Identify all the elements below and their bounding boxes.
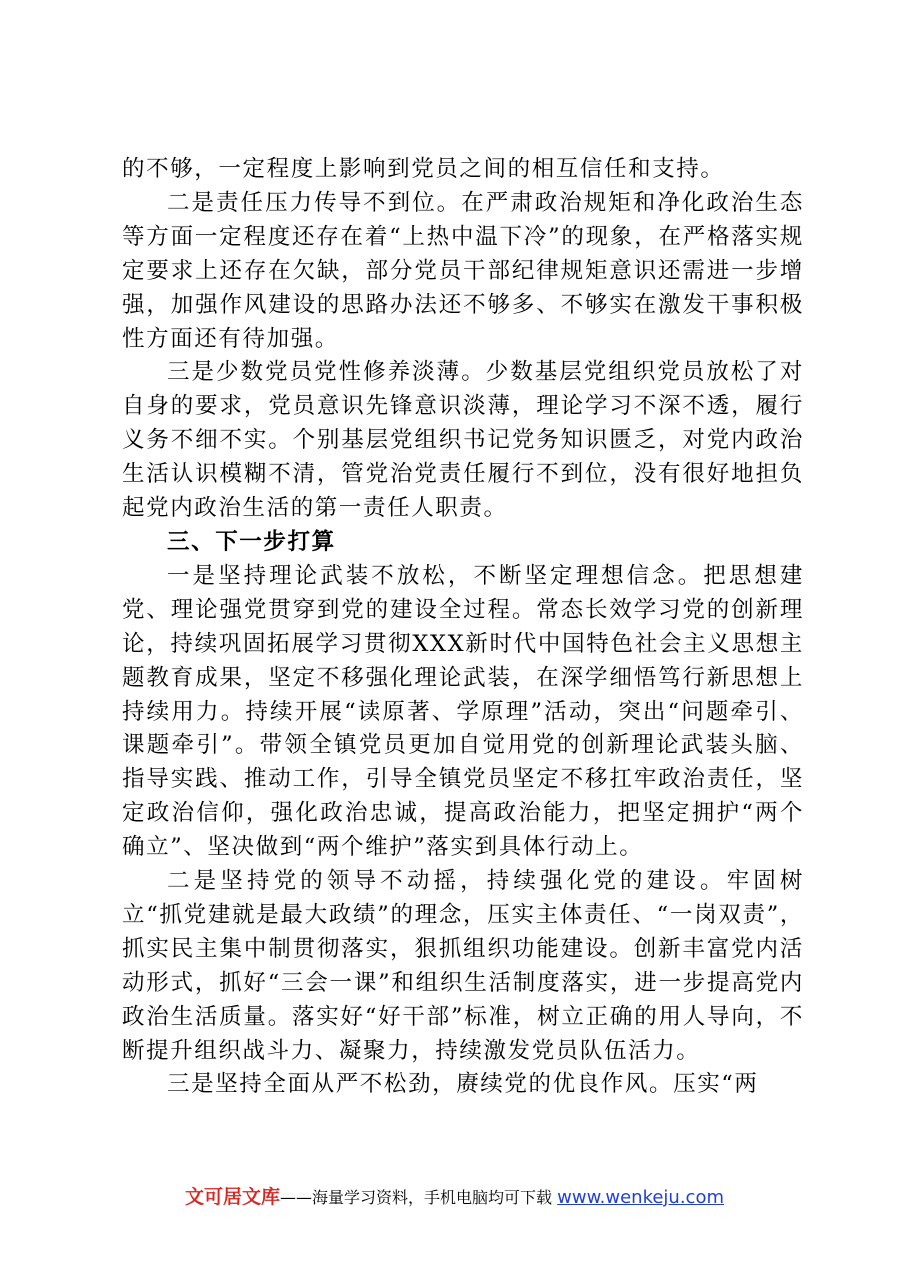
paragraph-party-spirit: 三是少数党员党性修养淡薄。少数基层党组织党员放松了对自身的要求，党员意识先锋意识淡薄，理论学习不深不透，履行义务不细不实。个别基层党组织书记党务知识匮乏，对党内政治生活认识模糊不清，管党治党责任履行不到位，没有很好地担负起党内政治生活的第一责任人职责。 xyxy=(122,359,804,522)
paragraph-leadership: 二是坚持党的领导不动摇，持续强化党的建设。牢固树立“抓党建就是最大政绩”的理念，压实主体责任、“一岗双责”，抓实民主集中制贯彻落实，狠抓组织功能建设。创新丰富党内活动形式，抓好“三会一课”和组织生活制度落实，进一步提高党内政治生活质量。落实好“好干部”标准，树立正确的用人导向，不断提升组织战斗力、凝聚力，持续激发党员队伍活力。 xyxy=(122,868,804,1064)
paragraph-continued: 的不够，一定程度上影响到党员之间的相互信任和支持。 xyxy=(122,156,725,182)
section-heading: 三、下一步打算 xyxy=(167,528,336,555)
paragraph-responsibility: 二是责任压力传导不到位。在严肃政治规矩和净化政治生态等方面一定程度还存在着“上热中温下冷”的现象，在严格落实规定要求上还存在欠缺，部分党员干部纪律规矩意识还需进一步增强，加强作风建设的思路办法还不够多、不够实在激发干事积极性方面还有待加强。 xyxy=(122,189,804,352)
document-body xyxy=(122,153,804,1102)
paragraph-strictness: 三是坚持全面从严不松劲，赓续党的优良作风。压实“两 xyxy=(167,1071,759,1098)
footer-slogan: ——海量学习资料，手机电脑均可下载 xyxy=(280,1188,553,1207)
paragraph-theory: 一是坚持理论武装不放松，不断坚定理想信念。把思想建党、理论强党贯穿到党的建设全过程。常态长效学习党的创新理论，持续巩固拓展学习贯彻XXX新时代中国特色社会主义思想主题教育成果，坚定不移强化理论武装，在深学细悟笃行新思想上持续用力。持续开展“读原著、学原理”活动，突出“问题牵引、课题牵引”。带领全镇党员更加自觉用党的创新理论武装头脑、指导实践、推动工作，引导全镇党员坚定不移扛牢政治责任，坚定政治信仰，强化政治忠诚，提高政治能力，把坚定拥护“两个确立”、坚决做到“两个维护”落实到具体行动上。 xyxy=(122,562,804,861)
footer-website-link[interactable]: www.wenkeju.com xyxy=(557,1187,724,1208)
footer-banner xyxy=(0,1182,909,1209)
footer-brand: 文可居文库 xyxy=(185,1186,281,1208)
